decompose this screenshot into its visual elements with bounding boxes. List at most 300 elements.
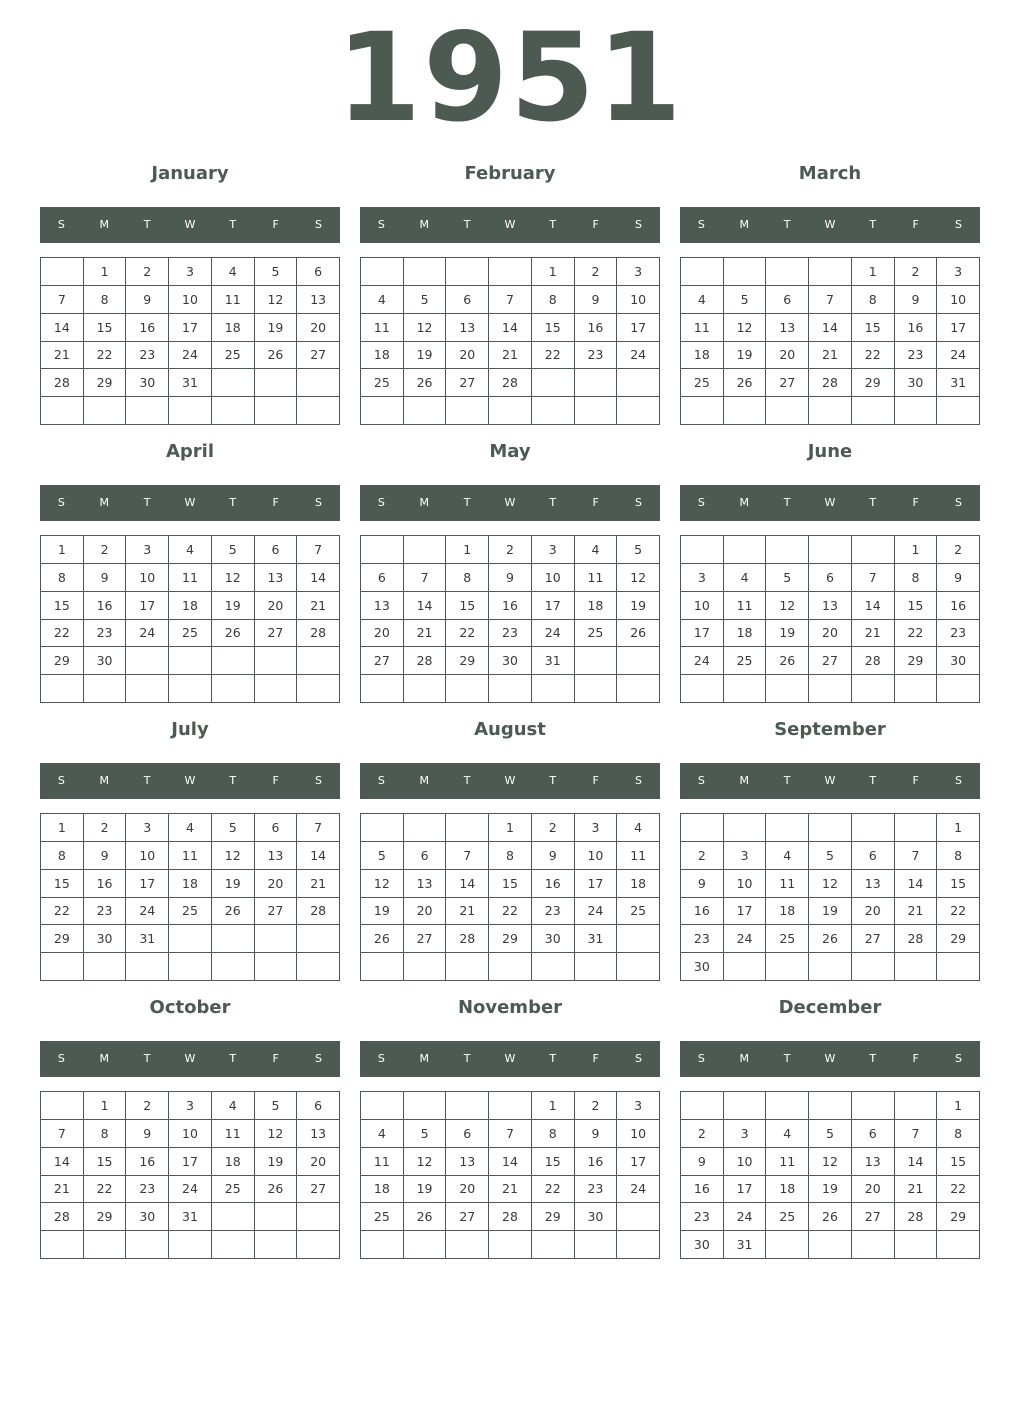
- day-cell[interactable]: 12: [617, 564, 660, 592]
- day-cell[interactable]: 27: [446, 369, 489, 397]
- day-cell[interactable]: 14: [404, 592, 447, 620]
- day-cell[interactable]: 10: [169, 286, 212, 314]
- day-cell[interactable]: 7: [895, 842, 938, 870]
- day-cell[interactable]: 7: [489, 1120, 532, 1148]
- day-cell[interactable]: 5: [724, 286, 767, 314]
- day-cell[interactable]: 28: [489, 369, 532, 397]
- day-cell[interactable]: 18: [361, 342, 404, 370]
- day-cell[interactable]: 25: [169, 898, 212, 926]
- day-cell[interactable]: 24: [126, 898, 169, 926]
- day-cell[interactable]: 7: [41, 286, 84, 314]
- day-cell[interactable]: 1: [937, 1092, 980, 1120]
- day-cell[interactable]: 8: [937, 1120, 980, 1148]
- day-cell[interactable]: 13: [361, 592, 404, 620]
- day-cell[interactable]: 23: [681, 925, 724, 953]
- day-cell[interactable]: 7: [41, 1120, 84, 1148]
- day-cell[interactable]: 14: [446, 870, 489, 898]
- day-cell[interactable]: 10: [617, 1120, 660, 1148]
- day-cell[interactable]: 2: [84, 536, 127, 564]
- day-cell[interactable]: 8: [852, 286, 895, 314]
- day-cell[interactable]: 14: [41, 314, 84, 342]
- day-cell[interactable]: 7: [404, 564, 447, 592]
- day-cell[interactable]: 27: [809, 647, 852, 675]
- day-cell[interactable]: 26: [724, 369, 767, 397]
- day-cell[interactable]: 14: [297, 564, 340, 592]
- day-cell[interactable]: 31: [937, 369, 980, 397]
- day-cell[interactable]: 28: [809, 369, 852, 397]
- day-cell[interactable]: 26: [809, 1203, 852, 1231]
- day-cell[interactable]: 1: [532, 1092, 575, 1120]
- day-cell[interactable]: 21: [297, 870, 340, 898]
- day-cell[interactable]: 29: [84, 1203, 127, 1231]
- day-cell[interactable]: 21: [41, 1176, 84, 1204]
- day-cell[interactable]: 29: [489, 925, 532, 953]
- day-cell[interactable]: 18: [169, 870, 212, 898]
- day-cell[interactable]: 9: [84, 564, 127, 592]
- day-cell[interactable]: 24: [937, 342, 980, 370]
- day-cell[interactable]: 1: [532, 258, 575, 286]
- day-cell[interactable]: 31: [169, 369, 212, 397]
- day-cell[interactable]: 6: [297, 1092, 340, 1120]
- day-cell[interactable]: 24: [617, 342, 660, 370]
- day-cell[interactable]: 22: [41, 620, 84, 648]
- day-cell[interactable]: 3: [126, 814, 169, 842]
- day-cell[interactable]: 23: [681, 1203, 724, 1231]
- day-cell[interactable]: 20: [809, 620, 852, 648]
- day-cell[interactable]: 7: [446, 842, 489, 870]
- day-cell[interactable]: 21: [404, 620, 447, 648]
- day-cell[interactable]: 3: [681, 564, 724, 592]
- day-cell[interactable]: 28: [404, 647, 447, 675]
- day-cell[interactable]: 18: [681, 342, 724, 370]
- day-cell[interactable]: 19: [404, 342, 447, 370]
- day-cell[interactable]: 17: [169, 314, 212, 342]
- day-cell[interactable]: 3: [724, 842, 767, 870]
- day-cell[interactable]: 18: [169, 592, 212, 620]
- day-cell[interactable]: 9: [489, 564, 532, 592]
- day-cell[interactable]: 3: [575, 814, 618, 842]
- day-cell[interactable]: 19: [212, 592, 255, 620]
- day-cell[interactable]: 28: [41, 369, 84, 397]
- day-cell[interactable]: 12: [809, 870, 852, 898]
- day-cell[interactable]: 22: [84, 342, 127, 370]
- day-cell[interactable]: 22: [937, 898, 980, 926]
- day-cell[interactable]: 29: [937, 925, 980, 953]
- day-cell[interactable]: 25: [724, 647, 767, 675]
- day-cell[interactable]: 19: [255, 314, 298, 342]
- day-cell[interactable]: 8: [41, 842, 84, 870]
- day-cell[interactable]: 28: [297, 898, 340, 926]
- day-cell[interactable]: 28: [446, 925, 489, 953]
- day-cell[interactable]: 8: [895, 564, 938, 592]
- day-cell[interactable]: 9: [895, 286, 938, 314]
- day-cell[interactable]: 3: [532, 536, 575, 564]
- day-cell[interactable]: 4: [169, 536, 212, 564]
- day-cell[interactable]: 5: [212, 814, 255, 842]
- day-cell[interactable]: 9: [126, 1120, 169, 1148]
- day-cell[interactable]: 30: [84, 925, 127, 953]
- day-cell[interactable]: 26: [361, 925, 404, 953]
- day-cell[interactable]: 8: [489, 842, 532, 870]
- day-cell[interactable]: 15: [84, 1148, 127, 1176]
- day-cell[interactable]: 27: [255, 620, 298, 648]
- day-cell[interactable]: 2: [681, 842, 724, 870]
- day-cell[interactable]: 8: [937, 842, 980, 870]
- day-cell[interactable]: 21: [41, 342, 84, 370]
- day-cell[interactable]: 27: [766, 369, 809, 397]
- day-cell[interactable]: 23: [575, 342, 618, 370]
- day-cell[interactable]: 4: [681, 286, 724, 314]
- day-cell[interactable]: 15: [532, 314, 575, 342]
- day-cell[interactable]: 26: [212, 620, 255, 648]
- day-cell[interactable]: 11: [361, 1148, 404, 1176]
- day-cell[interactable]: 15: [937, 870, 980, 898]
- day-cell[interactable]: 6: [852, 842, 895, 870]
- day-cell[interactable]: 14: [852, 592, 895, 620]
- day-cell[interactable]: 17: [724, 1176, 767, 1204]
- day-cell[interactable]: 26: [212, 898, 255, 926]
- day-cell[interactable]: 4: [724, 564, 767, 592]
- day-cell[interactable]: 1: [852, 258, 895, 286]
- day-cell[interactable]: 16: [681, 898, 724, 926]
- day-cell[interactable]: 21: [446, 898, 489, 926]
- day-cell[interactable]: 29: [937, 1203, 980, 1231]
- day-cell[interactable]: 9: [84, 842, 127, 870]
- day-cell[interactable]: 5: [404, 1120, 447, 1148]
- day-cell[interactable]: 14: [895, 870, 938, 898]
- day-cell[interactable]: 20: [361, 620, 404, 648]
- day-cell[interactable]: 21: [489, 342, 532, 370]
- day-cell[interactable]: 2: [489, 536, 532, 564]
- day-cell[interactable]: 20: [852, 1176, 895, 1204]
- day-cell[interactable]: 21: [895, 898, 938, 926]
- day-cell[interactable]: 19: [724, 342, 767, 370]
- day-cell[interactable]: 15: [895, 592, 938, 620]
- day-cell[interactable]: 18: [212, 314, 255, 342]
- day-cell[interactable]: 11: [617, 842, 660, 870]
- day-cell[interactable]: 5: [404, 286, 447, 314]
- day-cell[interactable]: 7: [895, 1120, 938, 1148]
- day-cell[interactable]: 4: [361, 1120, 404, 1148]
- day-cell[interactable]: 17: [617, 1148, 660, 1176]
- day-cell[interactable]: 16: [575, 314, 618, 342]
- day-cell[interactable]: 4: [766, 1120, 809, 1148]
- day-cell[interactable]: 6: [809, 564, 852, 592]
- day-cell[interactable]: 11: [724, 592, 767, 620]
- day-cell[interactable]: 21: [489, 1176, 532, 1204]
- day-cell[interactable]: 31: [575, 925, 618, 953]
- day-cell[interactable]: 10: [126, 564, 169, 592]
- day-cell[interactable]: 25: [617, 898, 660, 926]
- day-cell[interactable]: 14: [895, 1148, 938, 1176]
- day-cell[interactable]: 27: [361, 647, 404, 675]
- day-cell[interactable]: 10: [575, 842, 618, 870]
- day-cell[interactable]: 19: [255, 1148, 298, 1176]
- day-cell[interactable]: 6: [446, 286, 489, 314]
- day-cell[interactable]: 24: [532, 620, 575, 648]
- day-cell[interactable]: 15: [532, 1148, 575, 1176]
- day-cell[interactable]: 1: [446, 536, 489, 564]
- day-cell[interactable]: 11: [169, 842, 212, 870]
- day-cell[interactable]: 11: [681, 314, 724, 342]
- day-cell[interactable]: 13: [766, 314, 809, 342]
- day-cell[interactable]: 7: [297, 814, 340, 842]
- day-cell[interactable]: 6: [446, 1120, 489, 1148]
- day-cell[interactable]: 28: [852, 647, 895, 675]
- day-cell[interactable]: 10: [724, 1148, 767, 1176]
- day-cell[interactable]: 23: [532, 898, 575, 926]
- day-cell[interactable]: 12: [212, 842, 255, 870]
- day-cell[interactable]: 10: [617, 286, 660, 314]
- day-cell[interactable]: 2: [937, 536, 980, 564]
- day-cell[interactable]: 1: [41, 814, 84, 842]
- day-cell[interactable]: 26: [404, 1203, 447, 1231]
- day-cell[interactable]: 3: [617, 258, 660, 286]
- day-cell[interactable]: 15: [41, 592, 84, 620]
- day-cell[interactable]: 29: [446, 647, 489, 675]
- day-cell[interactable]: 18: [724, 620, 767, 648]
- day-cell[interactable]: 15: [41, 870, 84, 898]
- day-cell[interactable]: 4: [212, 1092, 255, 1120]
- day-cell[interactable]: 31: [532, 647, 575, 675]
- day-cell[interactable]: 2: [895, 258, 938, 286]
- day-cell[interactable]: 16: [895, 314, 938, 342]
- day-cell[interactable]: 7: [297, 536, 340, 564]
- day-cell[interactable]: 25: [212, 342, 255, 370]
- day-cell[interactable]: 20: [255, 592, 298, 620]
- day-cell[interactable]: 22: [84, 1176, 127, 1204]
- day-cell[interactable]: 27: [404, 925, 447, 953]
- day-cell[interactable]: 23: [84, 620, 127, 648]
- day-cell[interactable]: 14: [489, 1148, 532, 1176]
- day-cell[interactable]: 29: [852, 369, 895, 397]
- day-cell[interactable]: 12: [255, 1120, 298, 1148]
- day-cell[interactable]: 20: [297, 1148, 340, 1176]
- day-cell[interactable]: 9: [532, 842, 575, 870]
- day-cell[interactable]: 28: [41, 1203, 84, 1231]
- day-cell[interactable]: 16: [937, 592, 980, 620]
- day-cell[interactable]: 2: [126, 1092, 169, 1120]
- day-cell[interactable]: 6: [766, 286, 809, 314]
- day-cell[interactable]: 6: [255, 536, 298, 564]
- day-cell[interactable]: 23: [489, 620, 532, 648]
- day-cell[interactable]: 19: [212, 870, 255, 898]
- day-cell[interactable]: 20: [446, 342, 489, 370]
- day-cell[interactable]: 20: [255, 870, 298, 898]
- day-cell[interactable]: 13: [809, 592, 852, 620]
- day-cell[interactable]: 26: [766, 647, 809, 675]
- day-cell[interactable]: 27: [852, 1203, 895, 1231]
- day-cell[interactable]: 12: [724, 314, 767, 342]
- day-cell[interactable]: 30: [681, 953, 724, 981]
- day-cell[interactable]: 27: [255, 898, 298, 926]
- day-cell[interactable]: 22: [852, 342, 895, 370]
- day-cell[interactable]: 6: [852, 1120, 895, 1148]
- day-cell[interactable]: 22: [937, 1176, 980, 1204]
- day-cell[interactable]: 16: [126, 314, 169, 342]
- day-cell[interactable]: 2: [126, 258, 169, 286]
- day-cell[interactable]: 10: [724, 870, 767, 898]
- day-cell[interactable]: 24: [126, 620, 169, 648]
- day-cell[interactable]: 11: [212, 286, 255, 314]
- day-cell[interactable]: 4: [575, 536, 618, 564]
- day-cell[interactable]: 4: [361, 286, 404, 314]
- day-cell[interactable]: 13: [297, 1120, 340, 1148]
- day-cell[interactable]: 25: [681, 369, 724, 397]
- day-cell[interactable]: 8: [84, 1120, 127, 1148]
- day-cell[interactable]: 17: [126, 592, 169, 620]
- day-cell[interactable]: 24: [169, 342, 212, 370]
- day-cell[interactable]: 4: [212, 258, 255, 286]
- day-cell[interactable]: 16: [532, 870, 575, 898]
- day-cell[interactable]: 19: [809, 898, 852, 926]
- day-cell[interactable]: 26: [617, 620, 660, 648]
- day-cell[interactable]: 12: [766, 592, 809, 620]
- day-cell[interactable]: 17: [681, 620, 724, 648]
- day-cell[interactable]: 27: [446, 1203, 489, 1231]
- day-cell[interactable]: 5: [255, 1092, 298, 1120]
- day-cell[interactable]: 4: [617, 814, 660, 842]
- day-cell[interactable]: 26: [255, 342, 298, 370]
- day-cell[interactable]: 26: [404, 369, 447, 397]
- day-cell[interactable]: 25: [766, 1203, 809, 1231]
- day-cell[interactable]: 17: [126, 870, 169, 898]
- day-cell[interactable]: 30: [489, 647, 532, 675]
- day-cell[interactable]: 4: [766, 842, 809, 870]
- day-cell[interactable]: 30: [126, 1203, 169, 1231]
- day-cell[interactable]: 25: [169, 620, 212, 648]
- day-cell[interactable]: 28: [489, 1203, 532, 1231]
- day-cell[interactable]: 9: [681, 870, 724, 898]
- day-cell[interactable]: 18: [766, 898, 809, 926]
- day-cell[interactable]: 19: [404, 1176, 447, 1204]
- day-cell[interactable]: 1: [84, 1092, 127, 1120]
- day-cell[interactable]: 12: [404, 314, 447, 342]
- day-cell[interactable]: 13: [446, 1148, 489, 1176]
- day-cell[interactable]: 6: [255, 814, 298, 842]
- day-cell[interactable]: 20: [404, 898, 447, 926]
- day-cell[interactable]: 25: [575, 620, 618, 648]
- day-cell[interactable]: 11: [361, 314, 404, 342]
- day-cell[interactable]: 30: [84, 647, 127, 675]
- day-cell[interactable]: 31: [126, 925, 169, 953]
- day-cell[interactable]: 17: [575, 870, 618, 898]
- day-cell[interactable]: 26: [809, 925, 852, 953]
- day-cell[interactable]: 9: [126, 286, 169, 314]
- day-cell[interactable]: 20: [852, 898, 895, 926]
- day-cell[interactable]: 18: [575, 592, 618, 620]
- day-cell[interactable]: 5: [766, 564, 809, 592]
- day-cell[interactable]: 16: [84, 870, 127, 898]
- day-cell[interactable]: 17: [532, 592, 575, 620]
- day-cell[interactable]: 29: [532, 1203, 575, 1231]
- day-cell[interactable]: 30: [937, 647, 980, 675]
- day-cell[interactable]: 11: [212, 1120, 255, 1148]
- day-cell[interactable]: 3: [724, 1120, 767, 1148]
- day-cell[interactable]: 13: [255, 564, 298, 592]
- day-cell[interactable]: 7: [809, 286, 852, 314]
- day-cell[interactable]: 17: [937, 314, 980, 342]
- day-cell[interactable]: 8: [41, 564, 84, 592]
- day-cell[interactable]: 5: [809, 1120, 852, 1148]
- day-cell[interactable]: 2: [532, 814, 575, 842]
- day-cell[interactable]: 13: [446, 314, 489, 342]
- day-cell[interactable]: 21: [809, 342, 852, 370]
- day-cell[interactable]: 27: [852, 925, 895, 953]
- day-cell[interactable]: 20: [297, 314, 340, 342]
- day-cell[interactable]: 13: [852, 1148, 895, 1176]
- day-cell[interactable]: 1: [84, 258, 127, 286]
- day-cell[interactable]: 14: [297, 842, 340, 870]
- day-cell[interactable]: 9: [575, 1120, 618, 1148]
- day-cell[interactable]: 24: [169, 1176, 212, 1204]
- day-cell[interactable]: 15: [446, 592, 489, 620]
- day-cell[interactable]: 8: [532, 1120, 575, 1148]
- day-cell[interactable]: 28: [895, 1203, 938, 1231]
- day-cell[interactable]: 15: [489, 870, 532, 898]
- day-cell[interactable]: 21: [297, 592, 340, 620]
- day-cell[interactable]: 21: [895, 1176, 938, 1204]
- day-cell[interactable]: 14: [809, 314, 852, 342]
- day-cell[interactable]: 1: [895, 536, 938, 564]
- day-cell[interactable]: 23: [126, 342, 169, 370]
- day-cell[interactable]: 23: [937, 620, 980, 648]
- day-cell[interactable]: 22: [41, 898, 84, 926]
- day-cell[interactable]: 2: [681, 1120, 724, 1148]
- day-cell[interactable]: 10: [937, 286, 980, 314]
- day-cell[interactable]: 2: [575, 258, 618, 286]
- day-cell[interactable]: 19: [361, 898, 404, 926]
- day-cell[interactable]: 6: [361, 564, 404, 592]
- day-cell[interactable]: 23: [895, 342, 938, 370]
- day-cell[interactable]: 21: [852, 620, 895, 648]
- day-cell[interactable]: 18: [766, 1176, 809, 1204]
- day-cell[interactable]: 3: [169, 1092, 212, 1120]
- day-cell[interactable]: 22: [446, 620, 489, 648]
- day-cell[interactable]: 10: [681, 592, 724, 620]
- day-cell[interactable]: 16: [681, 1176, 724, 1204]
- day-cell[interactable]: 5: [361, 842, 404, 870]
- day-cell[interactable]: 14: [41, 1148, 84, 1176]
- day-cell[interactable]: 18: [361, 1176, 404, 1204]
- day-cell[interactable]: 23: [126, 1176, 169, 1204]
- day-cell[interactable]: 24: [681, 647, 724, 675]
- day-cell[interactable]: 24: [724, 1203, 767, 1231]
- day-cell[interactable]: 15: [852, 314, 895, 342]
- day-cell[interactable]: 3: [937, 258, 980, 286]
- day-cell[interactable]: 31: [169, 1203, 212, 1231]
- day-cell[interactable]: 9: [937, 564, 980, 592]
- day-cell[interactable]: 20: [446, 1176, 489, 1204]
- day-cell[interactable]: 30: [532, 925, 575, 953]
- day-cell[interactable]: 22: [532, 1176, 575, 1204]
- day-cell[interactable]: 5: [617, 536, 660, 564]
- day-cell[interactable]: 7: [489, 286, 532, 314]
- day-cell[interactable]: 12: [404, 1148, 447, 1176]
- day-cell[interactable]: 13: [255, 842, 298, 870]
- day-cell[interactable]: 30: [681, 1231, 724, 1259]
- day-cell[interactable]: 12: [255, 286, 298, 314]
- day-cell[interactable]: 3: [617, 1092, 660, 1120]
- day-cell[interactable]: 15: [937, 1148, 980, 1176]
- day-cell[interactable]: 18: [212, 1148, 255, 1176]
- day-cell[interactable]: 19: [809, 1176, 852, 1204]
- day-cell[interactable]: 24: [575, 898, 618, 926]
- day-cell[interactable]: 20: [766, 342, 809, 370]
- day-cell[interactable]: 2: [575, 1092, 618, 1120]
- day-cell[interactable]: 4: [169, 814, 212, 842]
- day-cell[interactable]: 14: [489, 314, 532, 342]
